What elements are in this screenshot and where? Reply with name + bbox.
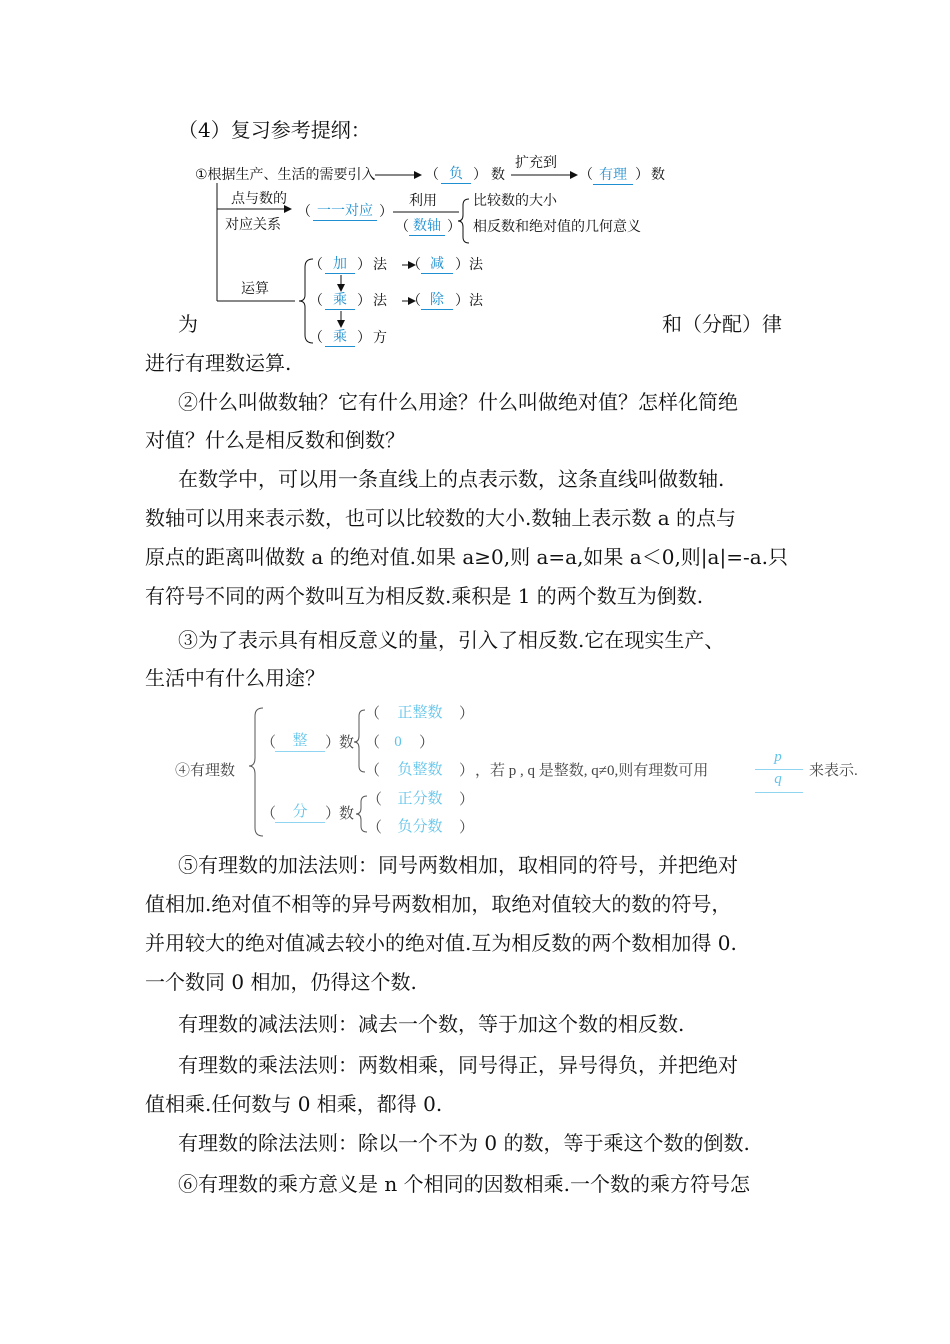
shu-label: 数	[339, 735, 355, 751]
blank-cheng2-underline	[325, 346, 355, 347]
rule-mul-line2: 值相乘.任何数与 0 相乘，都得 0.	[145, 1092, 443, 1116]
shu-label: 数	[339, 806, 355, 822]
para1-right: 和（分配）律	[662, 312, 782, 336]
liyong-label: 利用	[409, 193, 437, 209]
paren-open: （	[261, 735, 277, 751]
a2-line3: 原点的距离叫做数 a 的绝对值.如果 a≥0,则 a=a,如果 a＜0,则|a|=-a.只	[145, 545, 788, 569]
paren-open: （	[309, 257, 323, 273]
rule-div: 有理数的除法法则：除以一个不为 0 的数，等于乘这个数的倒数.	[178, 1131, 750, 1155]
fraction-underline	[755, 792, 803, 793]
paren-open: （	[365, 706, 381, 722]
a2-line2: 数轴可以用来表示数，也可以比较数的大小.数轴上表示数 a 的点与	[145, 506, 736, 530]
paren-close: ）	[459, 763, 475, 779]
paren-close: ）	[447, 219, 461, 235]
paren-close: ）	[455, 257, 469, 273]
paren-close: ）	[379, 204, 393, 220]
blank-chu-underline	[421, 309, 453, 310]
paren-open: （	[367, 820, 383, 836]
para1-line2: 进行有理数运算.	[145, 351, 292, 375]
paren-close: ）	[357, 293, 371, 309]
paren-close: ）	[325, 735, 341, 751]
item1-prefix: ①根据生产、生活的需要引入	[195, 167, 376, 183]
paren-close: ）	[459, 706, 475, 722]
shu-label: 数	[491, 167, 505, 183]
paren-close: ）	[455, 293, 469, 309]
blank-fen-underline	[275, 822, 325, 823]
concept-map-figure	[195, 155, 665, 350]
blank-cheng-underline	[325, 309, 355, 310]
paren-close: ）	[459, 792, 475, 808]
paren-close: ）	[459, 820, 475, 836]
fa-label: 法	[373, 257, 387, 273]
blank-yiyiduiying: 一一对应	[317, 203, 373, 219]
yunsuan-label: 运算	[241, 281, 269, 297]
blank-zheng: 整	[292, 733, 308, 749]
fraction-denominator: q	[774, 771, 782, 787]
paren-open: （	[365, 735, 381, 751]
blank-youli: 有理	[599, 167, 627, 183]
blank-shuzhou-underline	[409, 235, 445, 236]
blank-yiyiduiying-underline	[313, 220, 377, 221]
paren-open: （	[407, 293, 421, 309]
rational-classification-figure	[175, 700, 875, 845]
paren-open: （	[261, 806, 277, 822]
compare-text: 比较数的大小	[473, 193, 557, 209]
paren-open: （	[297, 204, 311, 220]
fa-label: 法	[469, 293, 483, 309]
rational-label: ④有理数	[175, 763, 236, 779]
rule5-line3: 并用较大的绝对值减去较小的绝对值.互为相反数的两个数相加得 0.	[145, 931, 737, 955]
para1-left: 为	[178, 312, 198, 336]
blank-neg: 负	[449, 166, 463, 182]
blank-jia: 加	[333, 256, 347, 272]
rule5-line1: ⑤有理数的加法法则：同号两数相加，取相同的符号，并把绝对	[178, 853, 738, 877]
fa-label: 法	[469, 257, 483, 273]
blank-fuzhengshu: 负整数	[397, 762, 443, 778]
blank-fufenshu: 负分数	[397, 819, 443, 835]
a2-line4: 有符号不同的两个数叫互为相反数.乘积是 1 的两个数互为倒数.	[145, 584, 704, 608]
fang-label: 方	[373, 330, 387, 346]
blank-zhengfenshu: 正分数	[397, 791, 443, 807]
outline-heading: （4）复习参考提纲：	[178, 118, 371, 142]
fraction-numerator: p	[774, 749, 782, 765]
blank-zero: 0	[394, 734, 402, 750]
paren-open: （	[395, 219, 409, 235]
geometric-text: 相反数和绝对值的几何意义	[473, 219, 641, 235]
paren-close: ）	[419, 735, 435, 751]
dianyushu-label: 点与数的	[231, 191, 287, 207]
blank-zhengzhengshu: 正整数	[397, 705, 443, 721]
q3-line2: 生活中有什么用途？	[145, 666, 325, 690]
rule5-line4: 一个数同 0 相加，仍得这个数.	[145, 970, 417, 994]
paren-close: ）	[325, 806, 341, 822]
blank-jian-underline	[421, 273, 453, 274]
q2-line1: ②什么叫做数轴？它有什么用途？什么叫做绝对值？怎样化简绝	[178, 390, 738, 414]
blank-neg-underline	[441, 183, 471, 184]
q3-line1: ③为了表示具有相反意义的量，引入了相反数.它在现实生产、	[178, 628, 725, 652]
q2-line2: 对值？什么是相反数和倒数？	[145, 428, 405, 452]
paren-open: （	[425, 167, 439, 183]
paren-close: ）	[635, 167, 649, 183]
duiyingguanxi-label: 对应关系	[225, 217, 281, 233]
blank-cheng2: 乘	[333, 329, 347, 345]
rule5-line2: 值相加.绝对值不相等的异号两数相加，取绝对值较大的数的符号，	[145, 892, 732, 916]
blank-jian: 减	[430, 256, 444, 272]
fa-label: 法	[373, 293, 387, 309]
paren-open: （	[309, 330, 323, 346]
blank-youli-underline	[593, 184, 633, 185]
blank-shuzhou: 数轴	[413, 218, 441, 234]
paren-open: （	[365, 763, 381, 779]
shu-label: 数	[651, 167, 665, 183]
condition-text: ，若 p , q 是整数, q≠0,则有理数可用	[475, 763, 709, 779]
paren-open: （	[407, 257, 421, 273]
rule-mul-line1: 有理数的乘法法则：两数相乘，同号得正，异号得负，并把绝对	[178, 1053, 738, 1077]
blank-jia-underline	[325, 273, 355, 274]
a2-line1: 在数学中，可以用一条直线上的点表示数，这条直线叫做数轴.	[178, 467, 725, 491]
paren-open: （	[309, 293, 323, 309]
expand-label: 扩充到	[515, 155, 557, 171]
rule6-line1: ⑥有理数的乘方意义是 n 个相同的因数相乘.一个数的乘方符号怎	[178, 1172, 750, 1196]
paren-close: ）	[473, 167, 487, 183]
blank-fen: 分	[292, 804, 308, 820]
tail-text: 来表示.	[809, 763, 858, 779]
paren-open: （	[367, 792, 383, 808]
blank-chu: 除	[430, 292, 444, 308]
paren-open: （	[579, 167, 593, 183]
blank-cheng: 乘	[333, 292, 347, 308]
paren-close: ）	[357, 257, 371, 273]
paren-close: ）	[357, 330, 371, 346]
rule-sub: 有理数的减法法则：减去一个数，等于加这个数的相反数.	[178, 1012, 685, 1036]
blank-zheng-underline	[275, 751, 325, 752]
